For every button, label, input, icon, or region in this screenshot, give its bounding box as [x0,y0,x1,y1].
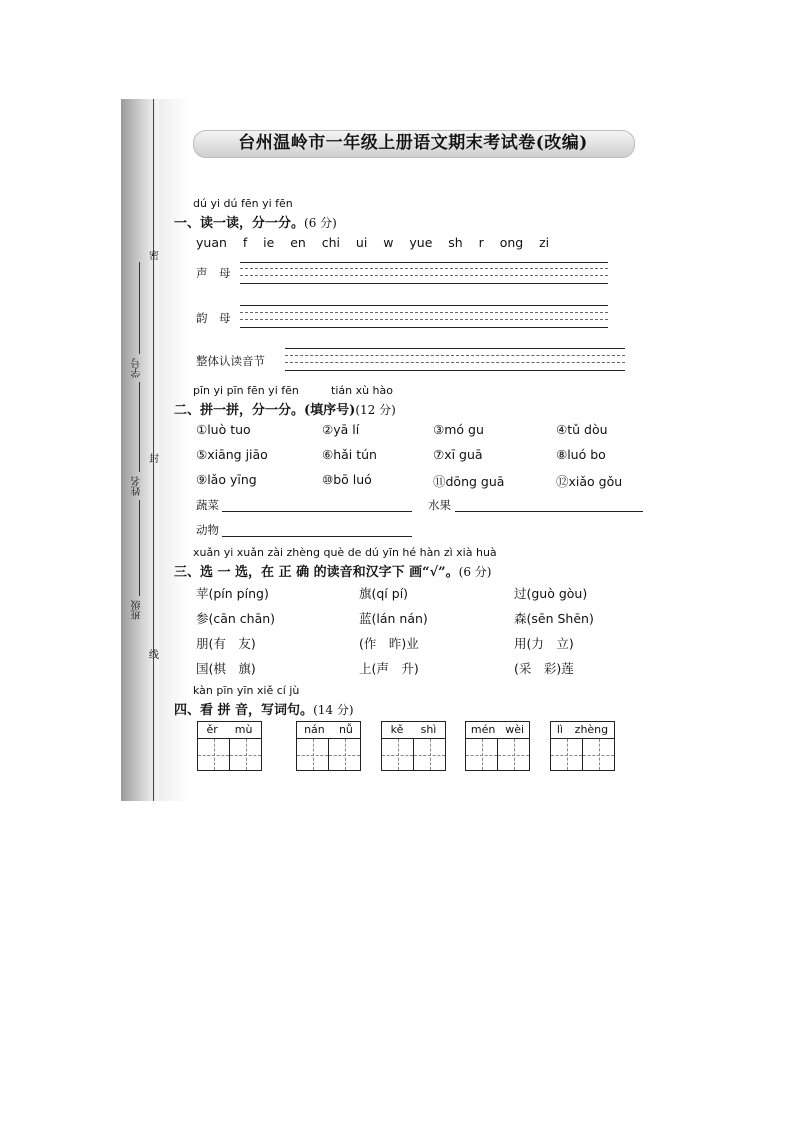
s2-category-fruits: 水果 [428,498,451,512]
writing-line [240,283,608,284]
s3-item: 苹(pín píng) [196,586,269,601]
writing-line [240,327,608,328]
writing-box[interactable] [296,721,361,771]
writing-line [285,370,625,371]
s1-pinyin: dú yi dú fēn yi fēn [193,197,293,210]
box-pinyin: shì [420,723,437,736]
writing-box[interactable] [381,721,446,771]
writing-line-dashed [285,355,625,356]
s2-item: ⑪dōng guā [433,474,505,489]
seal-xian: 线 [149,650,159,661]
s2-item: ③mó gu [433,422,484,437]
s2-category-animals: 动物 [196,523,219,537]
s3-item: 参(cān chān) [196,611,276,626]
s3-heading: 三、选 一 选，在 正 确 的读音和汉字下 画“√”。(6 分) [174,565,492,580]
answer-line-animals[interactable] [222,536,412,537]
s3-item: 过(guò gòu) [514,586,588,601]
box-pinyin: wèi [505,723,525,736]
binding-margin-fade [159,99,189,801]
syllable: ong [499,235,524,250]
writing-line-dashed [285,362,625,363]
syllable: w [383,235,394,250]
syllable: en [290,235,306,250]
syllable: ui [355,235,368,250]
student-id-label: 学号 [132,358,143,378]
s2-item: ⑫xiǎo gǒu [556,474,623,489]
tian-grid-cell[interactable] [583,739,614,770]
writing-line-dashed [240,268,608,269]
s2-item: ④tǔ dòu [556,422,608,437]
student-id-line [139,262,140,354]
s2-item: ⑩bō luó [322,472,372,487]
box-pinyin: nán [304,723,325,736]
s3-item: 上(声 升) [359,661,419,676]
box-pinyin: mù [234,723,253,736]
s2-item: ⑨lǎo yīng [196,472,257,487]
s3-item: 用(力 立) [514,636,574,651]
s3-item: 旗(qí pí) [359,586,409,601]
page-title: 台州温岭市一年级上册语文期末考试卷(改编) [238,133,588,153]
s2-item: ⑦xī guā [433,447,483,462]
s4-heading: 四、看 拼 音，写词句。(14 分) [174,703,354,718]
tian-grid-cell[interactable] [466,739,498,770]
syllable: ie [263,235,275,250]
writing-box[interactable] [550,721,615,771]
s3-item: 森(sēn Shēn) [514,611,594,626]
name-label: 姓名 [132,476,143,496]
syllable: yue [409,235,433,250]
syllable: sh [448,235,463,250]
tian-grid-cell[interactable] [551,739,583,770]
s2-item: ⑥hǎi tún [322,447,377,462]
seal-mi: 密 [149,251,159,262]
s2-item: ②yā lí [322,422,360,437]
s3-item: 蓝(lán nán) [359,611,428,626]
syllable: zi [539,235,550,250]
class-line [139,500,140,596]
s3-item: 国(棋 旗) [196,661,256,676]
s2-heading: 二、拼一拼，分一分。(填序号)(12 分) [174,403,396,418]
tian-grid-cell[interactable] [198,739,230,770]
writing-line-dashed [240,275,608,276]
tian-grid-cell[interactable] [414,739,445,770]
s3-pinyin: xuǎn yi xuǎn zài zhèng què de dú yīn hé hàn zì xià huà [193,546,497,559]
box-pinyin: nǚ [338,723,353,736]
box-pinyin: ěr [206,723,218,736]
name-line [139,382,140,472]
writing-line [285,348,625,349]
syllable: r [478,235,484,250]
s2-pinyin-a: pīn yi pīn fēn yi fēn [193,384,299,397]
s2-item: ⑧luó bo [556,447,606,462]
writing-line [240,305,608,306]
s1-row-finals-label: 韵 母 [196,311,231,325]
writing-line-dashed [240,319,608,320]
syllable: chi [321,235,341,250]
writing-line [240,262,608,263]
tian-grid-cell[interactable] [230,739,261,770]
box-pinyin: mén [470,723,496,736]
s3-item: (作 昨)业 [359,636,419,651]
writing-box[interactable] [465,721,530,771]
s1-row-whole-syllables-label: 整体认读音节 [196,354,265,368]
s1-row-initials-label: 声 母 [196,266,231,280]
s2-category-vegetables: 蔬菜 [196,498,219,512]
s2-pinyin-b: tián xù hào [331,384,393,397]
box-pinyin: zhèng [574,723,609,736]
tian-grid-cell[interactable] [329,739,360,770]
tian-grid-cell[interactable] [382,739,414,770]
box-pinyin: kě [390,723,404,736]
answer-line-vegetables[interactable] [222,511,412,512]
s1-syllable-list [196,235,549,250]
box-pinyin: lì [556,723,563,736]
writing-line-dashed [240,312,608,313]
s4-pinyin: kàn pīn yīn xiě cí jù [193,684,300,697]
s3-item: (采 彩)莲 [514,661,574,676]
syllable: yuan [196,235,227,250]
writing-box[interactable] [197,721,262,771]
s2-item: ⑤xiāng jiāo [196,447,268,462]
syllable: f [242,235,248,250]
tian-grid-cell[interactable] [297,739,329,770]
s3-item: 朋(有 友) [196,636,256,651]
tian-grid-cell[interactable] [498,739,529,770]
class-label: 班级 [132,600,143,620]
answer-line-fruits[interactable] [455,511,643,512]
seal-feng: 封 [149,454,159,465]
s1-heading: 一、读一读，分一分。(6 分) [174,216,337,231]
s2-item: ①luò tuo [196,422,251,437]
